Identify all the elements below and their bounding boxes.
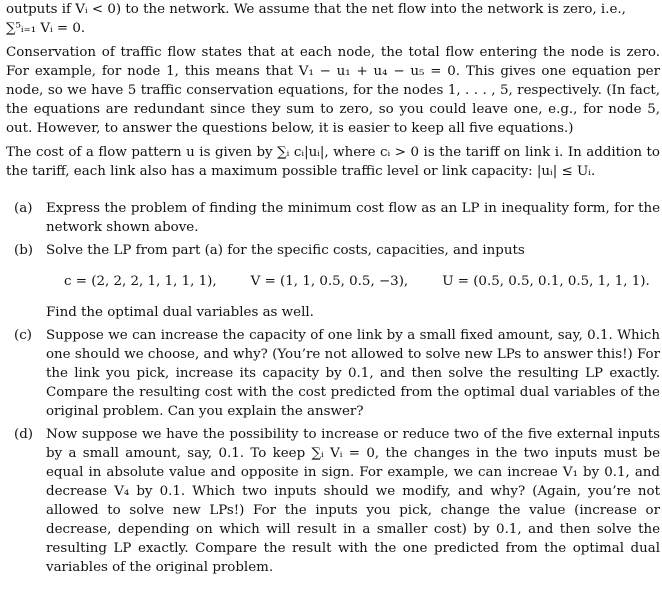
item-c-text: Suppose we can increase the capacity of one link by a small fixed amount, say, 0.1. Which one should we choose, and why? (You’re not allowed to solve new LPs to answer this!) For the link you pick, increase its capacity by 0.1, and then solve the resulting LP exactly. Compare the resulting cost with the cost predicted from the optimal dual variables of the original problem. Can you explain the answer? — [46, 328, 660, 419]
intro-line-2: ∑⁵ᵢ₌₁ Vᵢ = 0. — [6, 21, 86, 36]
cost-vector-equation: c = (2, 2, 2, 1, 1, 1, 1), — [64, 274, 217, 289]
intro-paragraph — [6, 0, 660, 38]
conservation-paragraph: Conservation of traffic flow states that at each node, the total flow entering the node is zero. For example, for node 1, this means that V₁ − u₁ + u₄ − u₅ = 0. This gives one equation per node, so we have 5 traffic conservation equations, for the nodes 1, . . . , 5, respectively. (In fact, the equations are redundant since they sum to zero, so you could leave one, e.g., for node 5, out. However, to answer the questions below, it is easier to keep all five equations.) — [6, 45, 660, 136]
capacity-vector-equation: U = (0.5, 0.5, 0.1, 0.5, 1, 1, 1). — [442, 274, 650, 289]
item-a-text: Express the problem of finding the minimum cost flow as an LP in inequality form, for the network shown above. — [46, 201, 660, 235]
parameter-equations — [46, 272, 660, 291]
item-a — [6, 199, 660, 237]
item-b-text: Solve the LP from part (a) for the specific costs, capacities, and inputs — [46, 243, 525, 258]
item-c — [6, 326, 660, 421]
item-b-followup: Find the optimal dual variables as well. — [46, 305, 314, 320]
item-c-label: (c) — [14, 328, 32, 343]
item-b — [6, 241, 660, 322]
intro-line-1: outputs if Vᵢ < 0) to the network. We assume that the net flow into the network is zero, i.e., — [6, 2, 626, 17]
cost-paragraph: The cost of a flow pattern u is given by ∑ᵢ cᵢ|uᵢ|, where cᵢ > 0 is the tariff on link i. In addition to the tariff, each link also has a maximum possible traffic level or link capacity: |uᵢ| ≤ Uᵢ. — [6, 145, 660, 179]
item-b-label: (b) — [14, 243, 34, 258]
item-a-label: (a) — [14, 201, 33, 216]
item-d-label: (d) — [14, 427, 34, 442]
item-d — [6, 425, 660, 577]
item-d-text: Now suppose we have the possibility to increase or reduce two of the five external inputs by a small amount, say, 0.1. To keep ∑ᵢ Vᵢ = 0, the changes in the two inputs must be equal in absolute value and opposite in sign. For example, we can increae V₁ by 0.1, and decrease V₄ by 0.1. Which two inputs should we modify, and why? (Again, you’re not allowed to solve new LPs!) For the inputs you pick, change the value (increase or decrease, depending on which will result in a smaller cost) by 0.1, and then solve the resulting LP exactly. Compare the result with the one predicted from the optimal dual variables of the original problem. — [46, 427, 660, 575]
input-vector-equation: V = (1, 1, 0.5, 0.5, −3), — [250, 274, 409, 289]
